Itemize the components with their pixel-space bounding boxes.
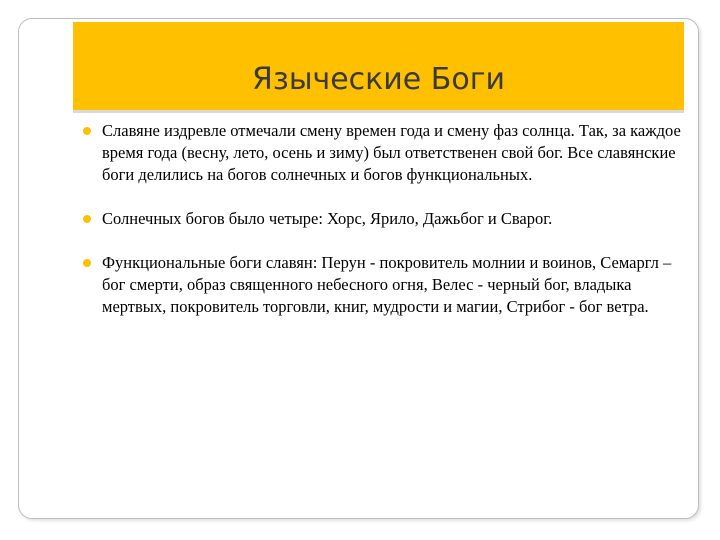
slide-title: Языческие Боги [252,62,505,97]
title-divider [73,110,684,113]
bullet-item-seasons [80,120,685,186]
bullet-text: Солнечных богов было четыре: Хорс, Ярило, Дажьбог и Сварог. [102,209,553,228]
bullet-item-functional-gods [80,252,685,318]
title-bar [73,22,684,110]
bullet-dot-icon [83,259,91,267]
bullet-item-solar-gods [80,208,685,230]
bullet-text: Славяне издревле отмечали смену времен года и смену фаз солнца. Так, за каждое время года (весну, лето, осень и зиму) был ответственен свой бог. Все славянские боги делились на богов солнечных и богов функциональных. [102,121,681,184]
bullet-dot-icon [83,215,91,223]
bullet-text: Функциональные боги славян: Перун - покровитель молнии и воинов, Семаргл – бог смерти, образ священного небесного огня, Велес - черный бог, владыка мертвых, покровитель торговли, книг, мудрости и магии, Стрибог - бог ветра. [102,253,672,316]
bullet-list [80,120,685,318]
bullet-dot-icon [83,127,91,135]
